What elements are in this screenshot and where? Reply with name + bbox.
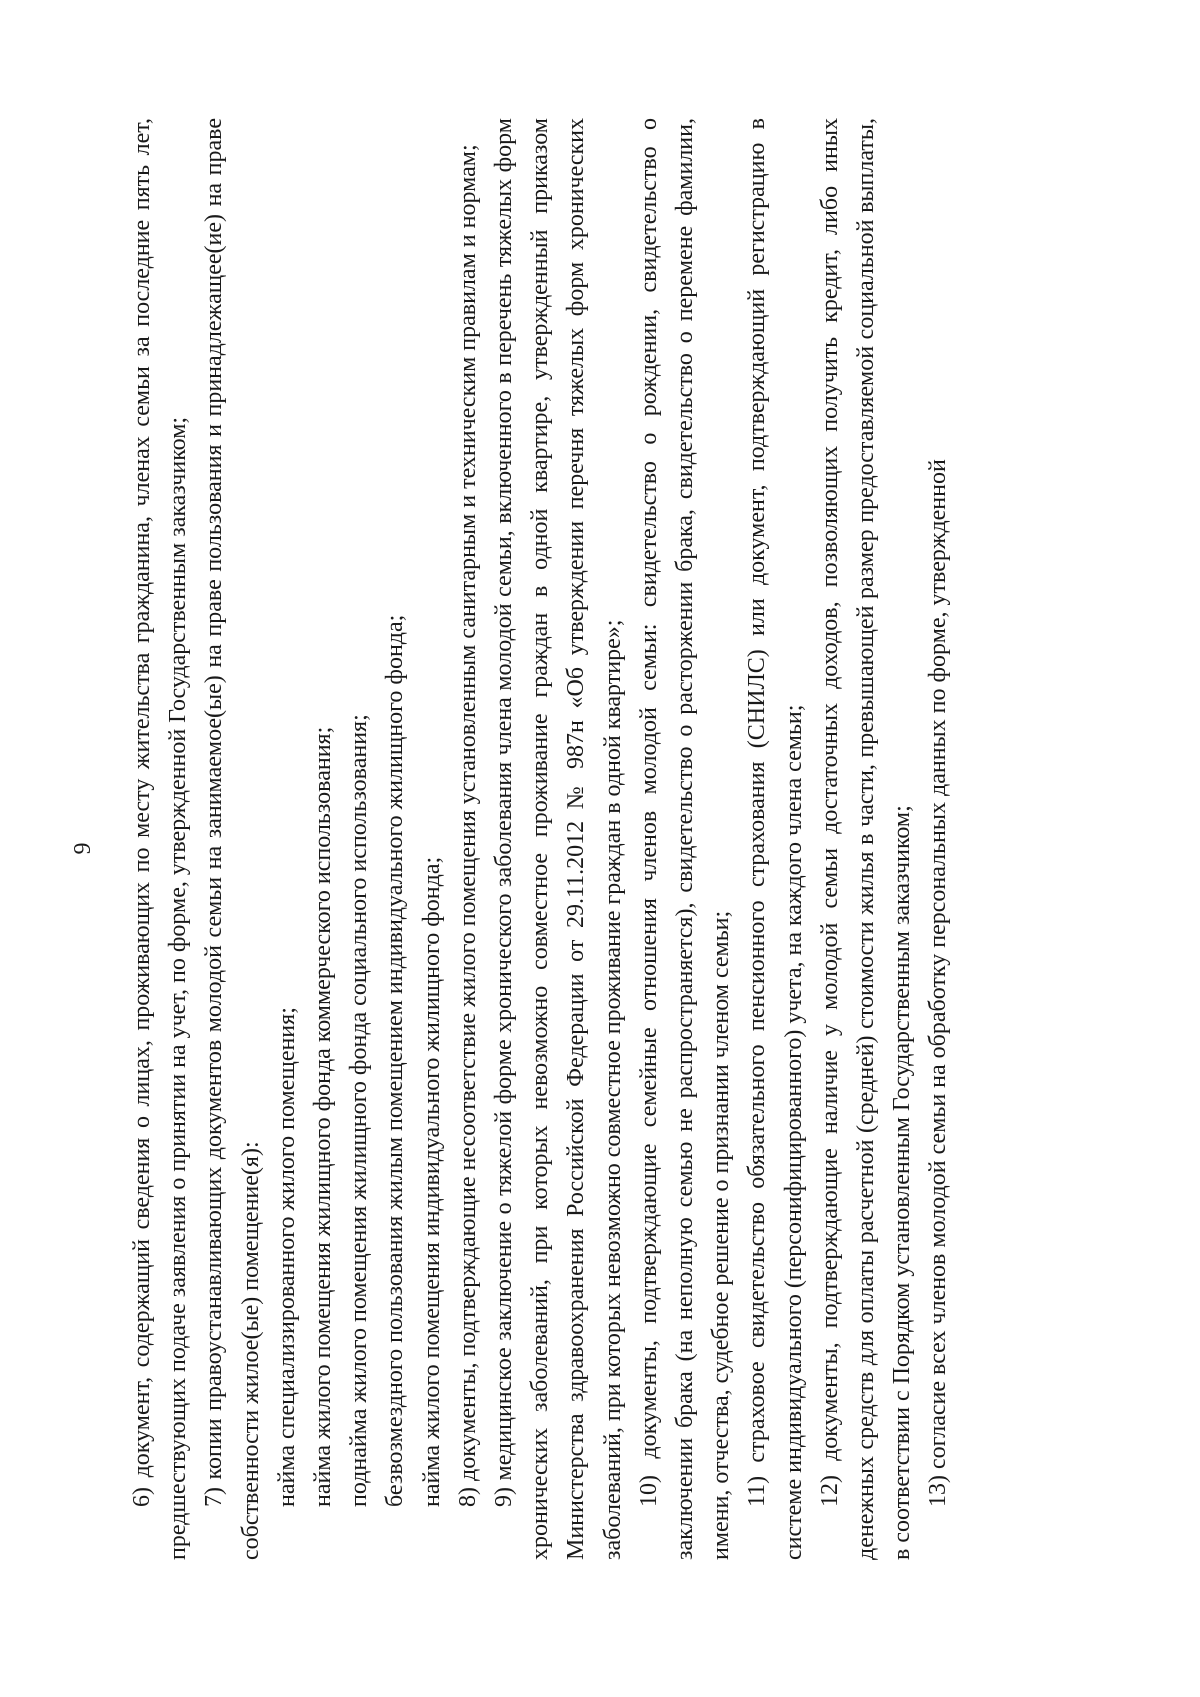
paragraph-item-10: 10) документы, подтверждающие семейные отношения членов молодой семьи: свидетельство о рождении, свидетельство о заключении брака (на неполную семью не распространяется), свидетельство о расторжении брака, свидетельство о перемене фамилии, имени, отчества, судебное решение о признании членом семьи; bbox=[635, 118, 735, 1560]
list-item: найма жилого помещения индивидуального жилищного фонда; bbox=[418, 856, 445, 1507]
paragraph-item-13: 13) согласие всех членов молодой семьи на обработку персональных данных по форме, утвержденной bbox=[925, 459, 952, 1507]
paragraph-item-6: 6) документ, содержащий сведения о лицах, проживающих по месту жительства гражданина, членах семьи за последние пять лет, предшествующих подаче заявления о принятии на учет, по форме, утвержденной Государственным заказчиком; bbox=[129, 118, 192, 1560]
paragraph-item-9: 9) медицинское заключение о тяжелой форме хронического заболевания члена молодой семьи, включенного в перечень тяжелых форм хронических заболеваний, при которых невозможно совместное проживание граждан в одной квартире, утвержденный приказом Министерства здравоохранения Российской Федерации от 29.11.2012 № 987н «Об утверждении перечня тяжелых форм хронических заболеваний, при которых невозможно совместное проживание граждан в одной квартире»; bbox=[491, 118, 626, 1560]
paragraph-item-12: 12) документы, подтверждающие наличие у молодой семьи достаточных доходов, позволяющих получить кредит, либо иных денежных средств для оплаты расчетной (средней) стоимости жилья в части, превышающей размер предоставляемой социальной выплаты, в соответствии с Порядком установленным Государственным заказчиком; bbox=[816, 118, 916, 1560]
paragraph-item-7: 7) копии правоустанавливающих документов молодой семьи на занимаемое(ые) на праве пользования и принадлежащее(ие) на праве собственности жилое(ые) помещение(я): bbox=[201, 118, 264, 1560]
list-item: найма специализированного жилого помещения; bbox=[273, 1007, 300, 1507]
list-item: найма жилого помещения жилищного фонда коммерческого использования; bbox=[310, 726, 337, 1507]
list-item: безвозмездного пользования жилым помещением индивидуального жилищного фонда; bbox=[382, 614, 409, 1507]
page-number: 9 bbox=[70, 842, 96, 855]
paragraph-item-8: 8) документы, подтверждающие несоответствие жилого помещения установленным санитарным и техническим правилам и нормам; bbox=[454, 144, 481, 1507]
document-body bbox=[124, 118, 957, 1560]
list-item: поднайма жилого помещения жилищного фонда социального использования; bbox=[346, 714, 373, 1507]
paragraph-item-11: 11) страховое свидетельство обязательного пенсионного страхования (СНИЛС) или документ, подтверждающий регистрацию в системе индивидуального (персонифицированного) учета, на каждого члена семьи; bbox=[744, 118, 807, 1560]
